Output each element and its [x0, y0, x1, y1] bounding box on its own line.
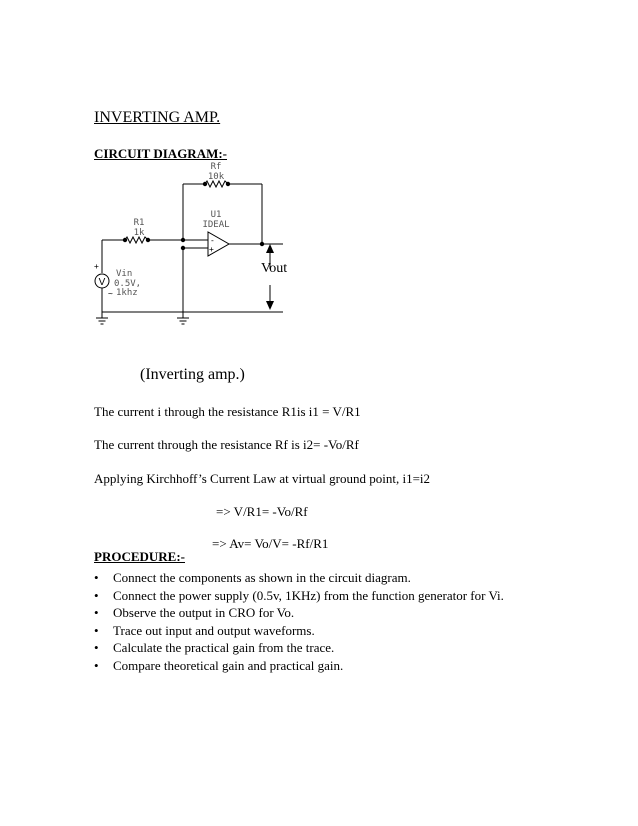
list-item	[94, 569, 614, 587]
junction-dot	[146, 238, 150, 242]
list-item	[94, 604, 614, 622]
vin-amplitude-label: 0.5V,	[114, 279, 142, 289]
source-plus-label: +	[94, 262, 99, 271]
u1-name-label: U1	[210, 210, 222, 220]
opamp-plus-label: +	[209, 245, 214, 254]
list-item	[94, 587, 614, 605]
list-item	[94, 622, 614, 640]
list-item	[94, 639, 614, 657]
r1-value-label: 1k	[133, 228, 145, 238]
equation-2: => Av= Vo/V= -Rf/R1	[212, 536, 329, 551]
r1-name-label: R1	[133, 218, 145, 228]
bullet-icon: •	[94, 622, 99, 638]
junction-dot	[260, 242, 264, 246]
voltage-source-symbol: V	[98, 277, 106, 288]
vout-up-arrowhead	[266, 244, 274, 253]
source-tilde-label: ~	[108, 289, 113, 298]
junction-dot	[123, 238, 127, 242]
bullet-icon: •	[94, 570, 99, 585]
procedure-heading: PROCEDURE:-	[94, 549, 185, 564]
vin-frequency-label: 1khz	[116, 288, 138, 298]
rf-value-label: 10k	[207, 172, 225, 182]
procedure-step-text: Observe the output in CRO for Vo.	[113, 605, 295, 621]
junction-dot	[181, 238, 185, 242]
circuit-diagram-heading: CIRCUIT DIAGRAM:-	[94, 146, 228, 161]
document-title: INVERTING AMP.	[94, 109, 221, 126]
paragraph-kcl: Applying Kirchhoff’s Current Law at virtual ground point, i1=i2	[94, 471, 431, 486]
junction-dot	[226, 182, 230, 186]
procedure-list	[94, 569, 614, 675]
procedure-step-text: Compare theoretical gain and practical gain.	[113, 657, 344, 673]
bullet-icon: •	[94, 640, 99, 656]
bullet-icon: •	[94, 605, 99, 621]
bullet-icon: •	[94, 657, 99, 673]
opamp-minus-label: -	[210, 236, 215, 245]
procedure-step-text: Connect the power supply (0.5v, 1KHz) from the function generator for Vi.	[113, 587, 504, 603]
paragraph-current-i1: The current i through the resistance R1is i1 = V/R1	[94, 404, 361, 419]
procedure-step-text: Calculate the practical gain from the trace.	[113, 640, 335, 656]
rf-name-label: Rf	[210, 162, 222, 172]
bullet-icon: •	[94, 587, 99, 603]
procedure-step-text: Connect the components as shown in the circuit diagram.	[113, 570, 411, 585]
list-item	[94, 657, 614, 675]
junction-dot	[181, 246, 185, 250]
vout-label: Vout	[261, 261, 288, 276]
junction-dot	[203, 182, 207, 186]
u1-type-label: IDEAL	[202, 220, 230, 230]
vin-name-label: Vin	[116, 269, 133, 279]
figure-caption: (Inverting amp.)	[140, 366, 245, 383]
procedure-step-text: Trace out input and output waveforms.	[113, 622, 315, 638]
paragraph-current-i2: The current through the resistance Rf is i2= -Vo/Rf	[94, 437, 359, 452]
vout-down-arrowhead	[266, 301, 274, 310]
equation-1: => V/R1= -Vo/Rf	[216, 504, 308, 519]
